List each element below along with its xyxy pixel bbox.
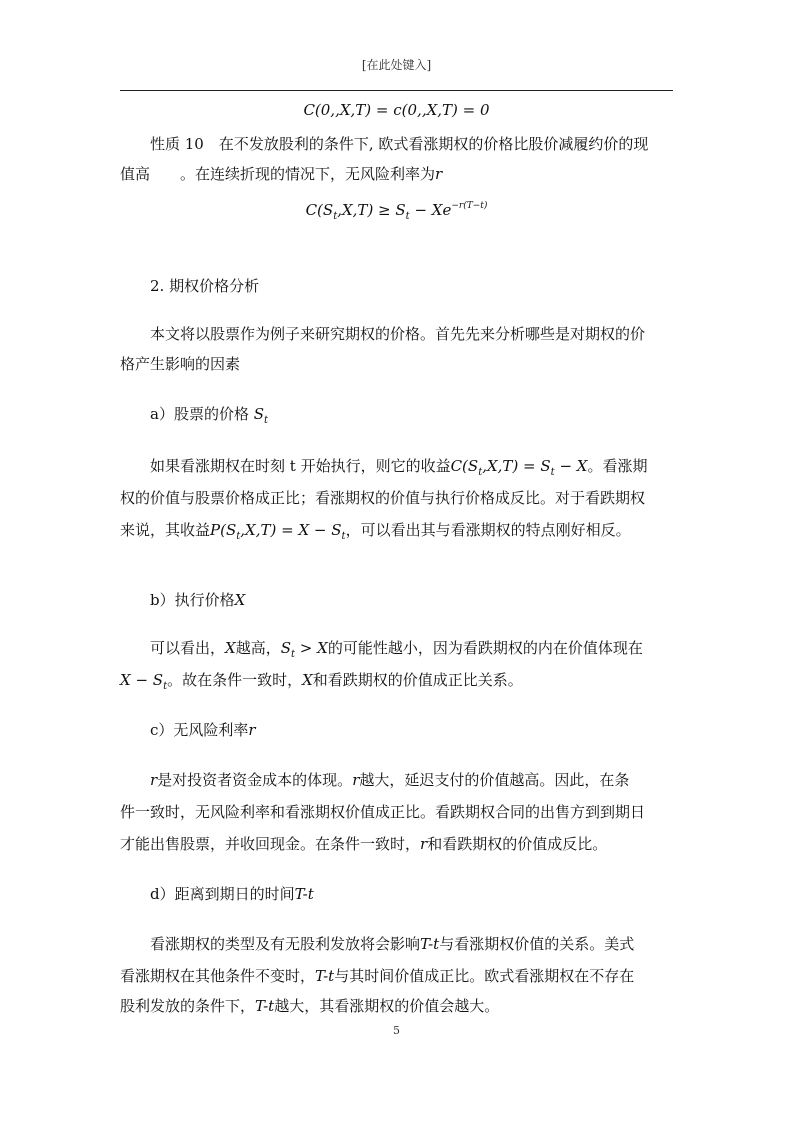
eq-sub: t bbox=[333, 211, 338, 222]
item-a-var-sub: t bbox=[264, 415, 269, 426]
item-c-var: r bbox=[248, 721, 256, 739]
intro-line2: 格产生影响的因素 bbox=[120, 355, 241, 373]
text: ，可以看出其与看涨期权的特点刚好相反。 bbox=[345, 521, 631, 539]
item-a-label: a）股票的价格 bbox=[150, 405, 249, 423]
eq-sub: t bbox=[163, 681, 168, 692]
eq-part: − Xe bbox=[409, 201, 452, 219]
eq-part: C(S bbox=[450, 457, 479, 475]
item-c-para-line3 bbox=[120, 834, 680, 854]
eq-sub: t bbox=[550, 467, 555, 478]
text: 越高， bbox=[235, 639, 281, 657]
intro-line1: 本文将以股票作为例子来研究期权的价格。首先先来分析哪些是对期权的价 bbox=[150, 325, 646, 343]
item-a-para-line2: 权的价值与股票价格成正比；看涨期权的价值与执行价格成反比。对于看跌期权 bbox=[120, 489, 646, 507]
item-d-var: T-t bbox=[294, 885, 314, 903]
text: 如果看涨期权在时刻 t 开始执行，则它的收益 bbox=[150, 457, 451, 475]
item-a-heading bbox=[150, 404, 710, 431]
eq-sub: t bbox=[405, 211, 410, 222]
var-r: r bbox=[435, 165, 443, 183]
eq-part: − X bbox=[554, 457, 588, 475]
property-10-text: 值高 。在连续折现的情况下，无风险利率为 bbox=[120, 165, 436, 183]
item-d-para-line3 bbox=[120, 996, 680, 1016]
header-rule bbox=[120, 90, 673, 91]
eq-part: ,X,T) ≥ S bbox=[337, 201, 406, 219]
eq-sup: −r(T−t) bbox=[451, 201, 488, 211]
var-r: r bbox=[420, 835, 428, 853]
item-b-para-line2 bbox=[120, 670, 680, 697]
section-2-title: 2. 期权价格分析 bbox=[150, 277, 260, 295]
eq-part: ,X,T) = X − S bbox=[240, 521, 342, 539]
item-c-label: c）无风险利率 bbox=[150, 721, 249, 739]
var-x: X bbox=[302, 671, 313, 689]
equation-lower-bound bbox=[120, 196, 673, 227]
property-10-line1: 性质 10 在不发放股利的条件下, 欧式看涨期权的价格比股价减履约价的现 bbox=[150, 135, 649, 153]
item-d-para-line2 bbox=[120, 966, 680, 986]
item-d-label: d）距离到期日的时间 bbox=[150, 885, 295, 903]
item-b-para-line1 bbox=[150, 638, 710, 665]
text: 可以看出， bbox=[150, 639, 226, 657]
text: 越大，其看涨期权的价值会越大。 bbox=[274, 997, 500, 1015]
text: 和看跌期权的价值成正比关系。 bbox=[312, 671, 523, 689]
text: 与其时间价值成正比。欧式看涨期权在不存在 bbox=[334, 967, 635, 985]
var-x: X bbox=[225, 639, 236, 657]
item-b-var: X bbox=[234, 591, 246, 609]
eq-part: S bbox=[280, 639, 291, 657]
text: 与看涨期权价值的关系。美式 bbox=[439, 935, 635, 953]
var-r: r bbox=[352, 771, 360, 789]
text: 看涨期权的类型及有无股利发放将会影响 bbox=[150, 935, 421, 953]
text: 股利发放的条件下， bbox=[120, 997, 256, 1015]
text: 是对投资者资金成本的体现。 bbox=[157, 771, 353, 789]
item-a-para-line3 bbox=[120, 520, 680, 547]
eq-part: P(S bbox=[210, 521, 237, 539]
eq-sub: t bbox=[291, 649, 296, 660]
eq-sub: t bbox=[478, 467, 483, 478]
var-t-minus-t: T-t bbox=[420, 935, 440, 953]
page-number: 5 bbox=[393, 1024, 400, 1037]
header-placeholder[interactable]: [在此处键入] bbox=[361, 58, 432, 72]
property-10-line2 bbox=[120, 164, 680, 184]
item-c-para-line2: 件一致时，无风险利率和看涨期权价值成正比。看跌期权合同的出售方到到期日 bbox=[120, 803, 646, 821]
eq-part: C(S bbox=[305, 201, 334, 219]
var-t-minus-t: T-t bbox=[255, 997, 275, 1015]
text: 看涨期权在其他条件不变时， bbox=[120, 967, 316, 985]
text: 。故在条件一致时， bbox=[167, 671, 303, 689]
eq-part: X − S bbox=[120, 671, 164, 689]
text: 和看跌期权的价值成反比。 bbox=[427, 835, 608, 853]
item-a-para-line1 bbox=[150, 456, 710, 483]
var-r: r bbox=[150, 771, 158, 789]
item-d-heading bbox=[150, 884, 710, 904]
item-a-var: S bbox=[253, 405, 265, 423]
text: 才能出售股票，并收回现金。在条件一致时， bbox=[120, 835, 421, 853]
text: 越大，延迟支付的价值越高。因此，在条 bbox=[359, 771, 630, 789]
text: 。看涨期 bbox=[587, 457, 648, 475]
eq-sub: t bbox=[236, 531, 241, 542]
eq-part: > X bbox=[295, 639, 328, 657]
equation-call-zero: C(0,,X,T) = c(0,,X,T) = 0 bbox=[303, 101, 490, 119]
item-b-label: b）执行价格 bbox=[150, 591, 235, 609]
eq-sub: t bbox=[341, 531, 346, 542]
item-d-para-line1 bbox=[150, 934, 710, 954]
text: 来说，其收益 bbox=[120, 521, 211, 539]
item-c-para-line1 bbox=[150, 770, 710, 790]
text: 的可能性越小，因为看跌期权的内在价值体现在 bbox=[327, 639, 643, 657]
item-b-heading bbox=[150, 590, 710, 610]
item-c-heading bbox=[150, 720, 710, 740]
var-t-minus-t: T-t bbox=[315, 967, 335, 985]
eq-part: ,X,T) = S bbox=[482, 457, 551, 475]
